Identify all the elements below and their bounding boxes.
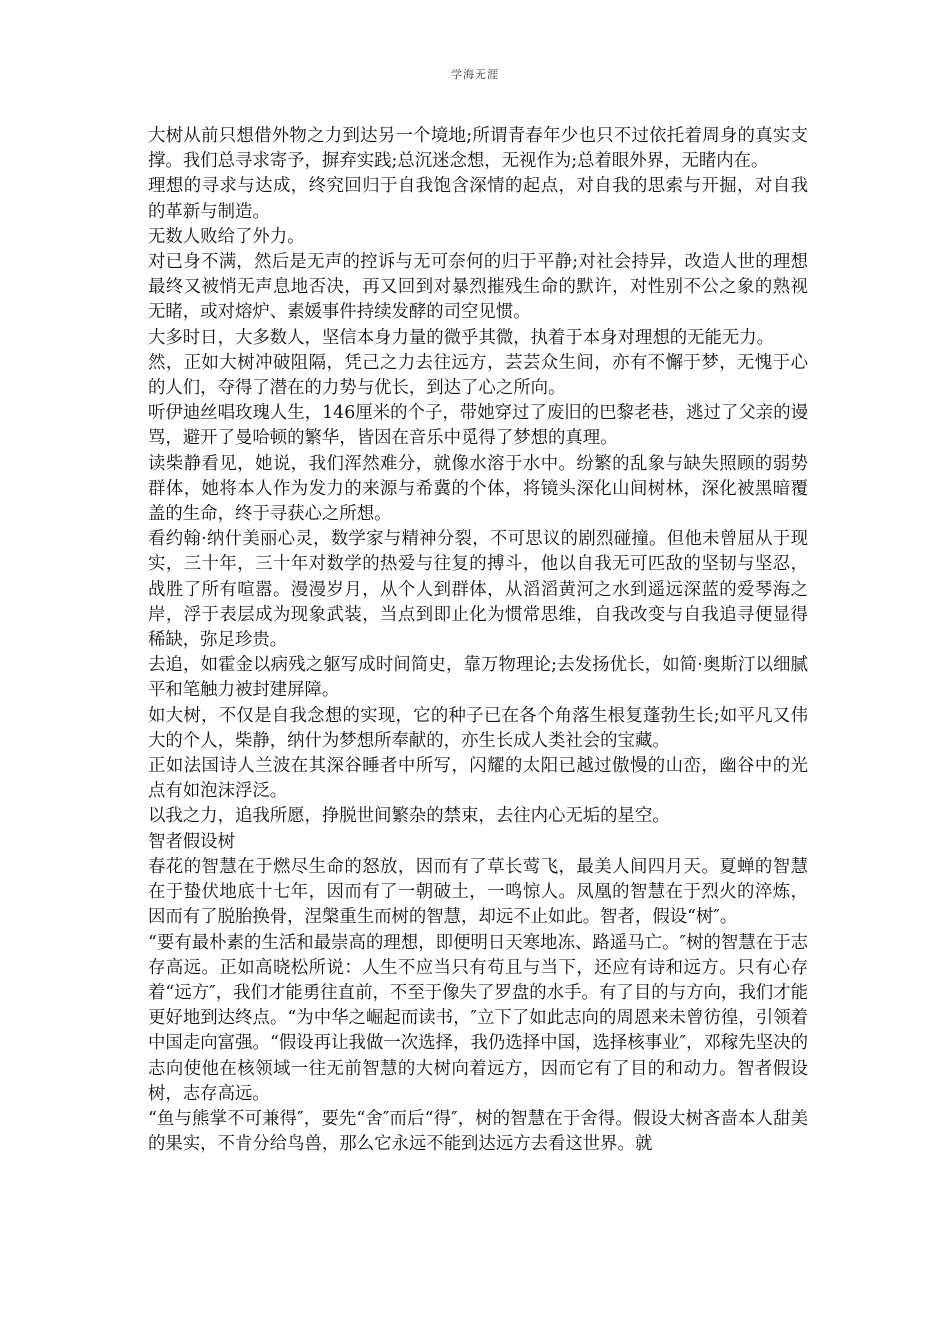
paragraph: 春花的智慧在于燃尽生命的怒放，因而有了草长莺飞，最美人间四月天。夏蝉的智慧在于蛰伏地底十七年，因而有了一朝破土，一鸣惊人。凤凰的智慧在于烈火的淬炼，因而有了脱胎换骨，涅槃重生而树的智慧，却远不止如此。智者，假设“树″。: [148, 856, 808, 928]
paragraph: 如大树，不仅是自我念想的实现，它的种子已在各个角落生根复蓬勃生长;如平凡又伟大的个人，柴静，纳什为梦想所奉献的，亦生长成人类社会的宝藏。: [148, 705, 808, 751]
paragraph: 然，正如大树冲破阻隔，凭己之力去往远方，芸芸众生间，亦有不懈于梦，无愧于心的人们，夺得了潜在的力势与优长，到达了心之所向。: [148, 352, 808, 399]
paragraph: 无数人败给了外力。: [148, 226, 305, 247]
paragraph: 读柴静看见，她说，我们浑然难分，就像水溶于水中。纷繁的乱象与缺失照顾的弱势群体，她将本人作为发力的来源与希冀的个体，将镜头深化山间树林，深化被黑暗覆盖的生命，终于寻获心之所想。: [148, 453, 808, 525]
document-body: [148, 124, 808, 1157]
paragraph: 大多时日，大多数人，坚信本身力量的微乎其微，执着于本身对理想的无能无力。: [148, 327, 775, 348]
paragraph: “要有最朴素的生活和最崇高的理想，即便明日天寒地冻、路遥马亡。″树的智慧在于志存高远。正如高晓松所说：人生不应当只有苟且与当下，还应有诗和远方。只有心存着“远方″，我们才能勇往直前，不至于像失了罗盘的水手。有了目的与方向，我们才能更好地到达终点。“为中华之崛起而读书，″立下了如此志向的周恩来未曾彷徨，引领着中国走向富强。“假设再让我做一次选择，我仍选择中国，选择核事业″，邓稼先坚决的志向使他在核领域一往无前智慧的大树向着远方，因而它有了目的和动力。智者假设树，志存高远。: [148, 932, 808, 1104]
paragraph: 大树从前只想借外物之力到达另一个境地;所谓青春年少也只不过依托着周身的真实支撑。我们总寻求寄予，摒弃实践;总沉迷念想，无视作为;总着眼外界，无睹内在。: [148, 126, 808, 172]
paragraph: “鱼与熊掌不可兼得″，要先“舍″而后“得″，树的智慧在于舍得。假设大树吝啬本人甜美的果实，不肯分给鸟兽，那么它永远不能到达远方去看这世界。就: [148, 1108, 808, 1155]
paragraph: 正如法国诗人兰波在其深谷睡者中所写，闪耀的太阳已越过傲慢的山峦，幽谷中的光点有如泡沫浮泛。: [148, 756, 808, 802]
paragraph: 听伊迪丝唱玫瑰人生，146厘米的个子，带她穿过了废旧的巴黎老巷，逃过了父亲的谩骂，避开了曼哈顿的繁华，皆因在音乐中觅得了梦想的真理。: [148, 403, 808, 449]
paragraph: 去追，如霍金以病残之躯写成时间简史，靠万物理论;去发扬优长，如简·奥斯汀以细腻平和笔触力被封建屏障。: [148, 655, 808, 701]
paragraph: 对已身不满，然后是无声的控诉与无可奈何的归于平静;对社会持异，改造人世的理想最终又被悄无声息地否决，再又回到对暴烈摧残生命的默许，对性别不公之象的熟视无睹，或对熔炉、素媛事件持续发酵的司空见惯。: [148, 252, 808, 323]
section-title: 智者假设树: [148, 831, 235, 852]
paragraph: 理想的寻求与达成，终究回归于自我饱含深情的起点，对自我的思索与开掘，对自我的革新与制造。: [148, 176, 808, 222]
page-header: 学海无涯: [451, 68, 499, 81]
paragraph: 以我之力，追我所愿，挣脱世间繁杂的禁束，去往内心无垢的星空。: [148, 806, 670, 827]
paragraph: 看约翰·纳什美丽心灵，数学家与精神分裂，不可思议的剧烈碰撞。但他未曾屈从于现实，三十年，三十年对数学的热爱与往复的搏斗，他以自我无可匹敌的坚韧与坚忍，战胜了所有喧嚣。漫漫岁月，从个人到群体，从滔滔黄河之水到遥远深蓝的爱琴海之岸，浮于表层成为现象武装，当点到即止化为惯常思维，自我改变与自我追寻便显得稀缺，弥足珍贵。: [148, 529, 808, 651]
